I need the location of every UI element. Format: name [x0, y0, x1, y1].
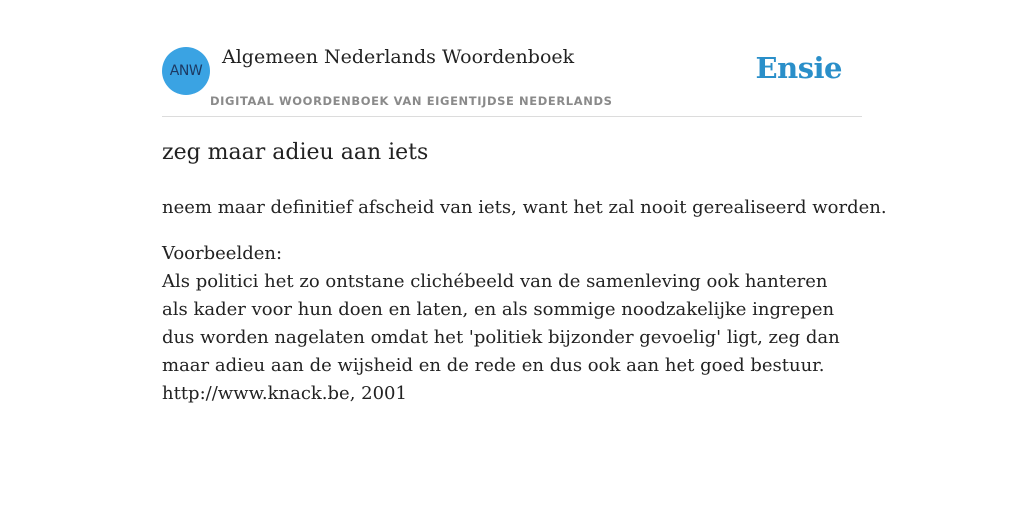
- example-source: http://www.knack.be, 2001: [162, 383, 407, 404]
- examples-section: [162, 240, 842, 408]
- logo-text: ANW: [169, 63, 203, 79]
- site-subtitle: DIGITAAL WOORDENBOEK VAN EIGENTIJDSE NEDERLANDS: [210, 94, 613, 108]
- ensie-brand-logo[interactable]: Ensie: [755, 51, 842, 85]
- entry-definition: neem maar definitief afscheid van iets, want het zal nooit gerealiseerd worden.: [162, 197, 887, 218]
- example-quote: Als politici het zo ontstane clichébeeld van de samenleving ook hanteren als kader voor hun doen en laten, en als sommige noodzakelijke ingrepen dus worden nagelaten omdat het 'politiek bijzonder gevoelig' ligt, zeg dan maar adieu aan de wijsheid en de rede en dus ook aan het goed bestuur.: [162, 271, 840, 376]
- site-title[interactable]: Algemeen Nederlands Woordenboek: [222, 46, 575, 68]
- examples-label: Voorbeelden:: [162, 243, 283, 264]
- page: [162, 0, 887, 512]
- anw-logo[interactable]: [162, 47, 210, 95]
- entry-headword: zeg maar adieu aan iets: [162, 140, 429, 165]
- header: [162, 0, 862, 117]
